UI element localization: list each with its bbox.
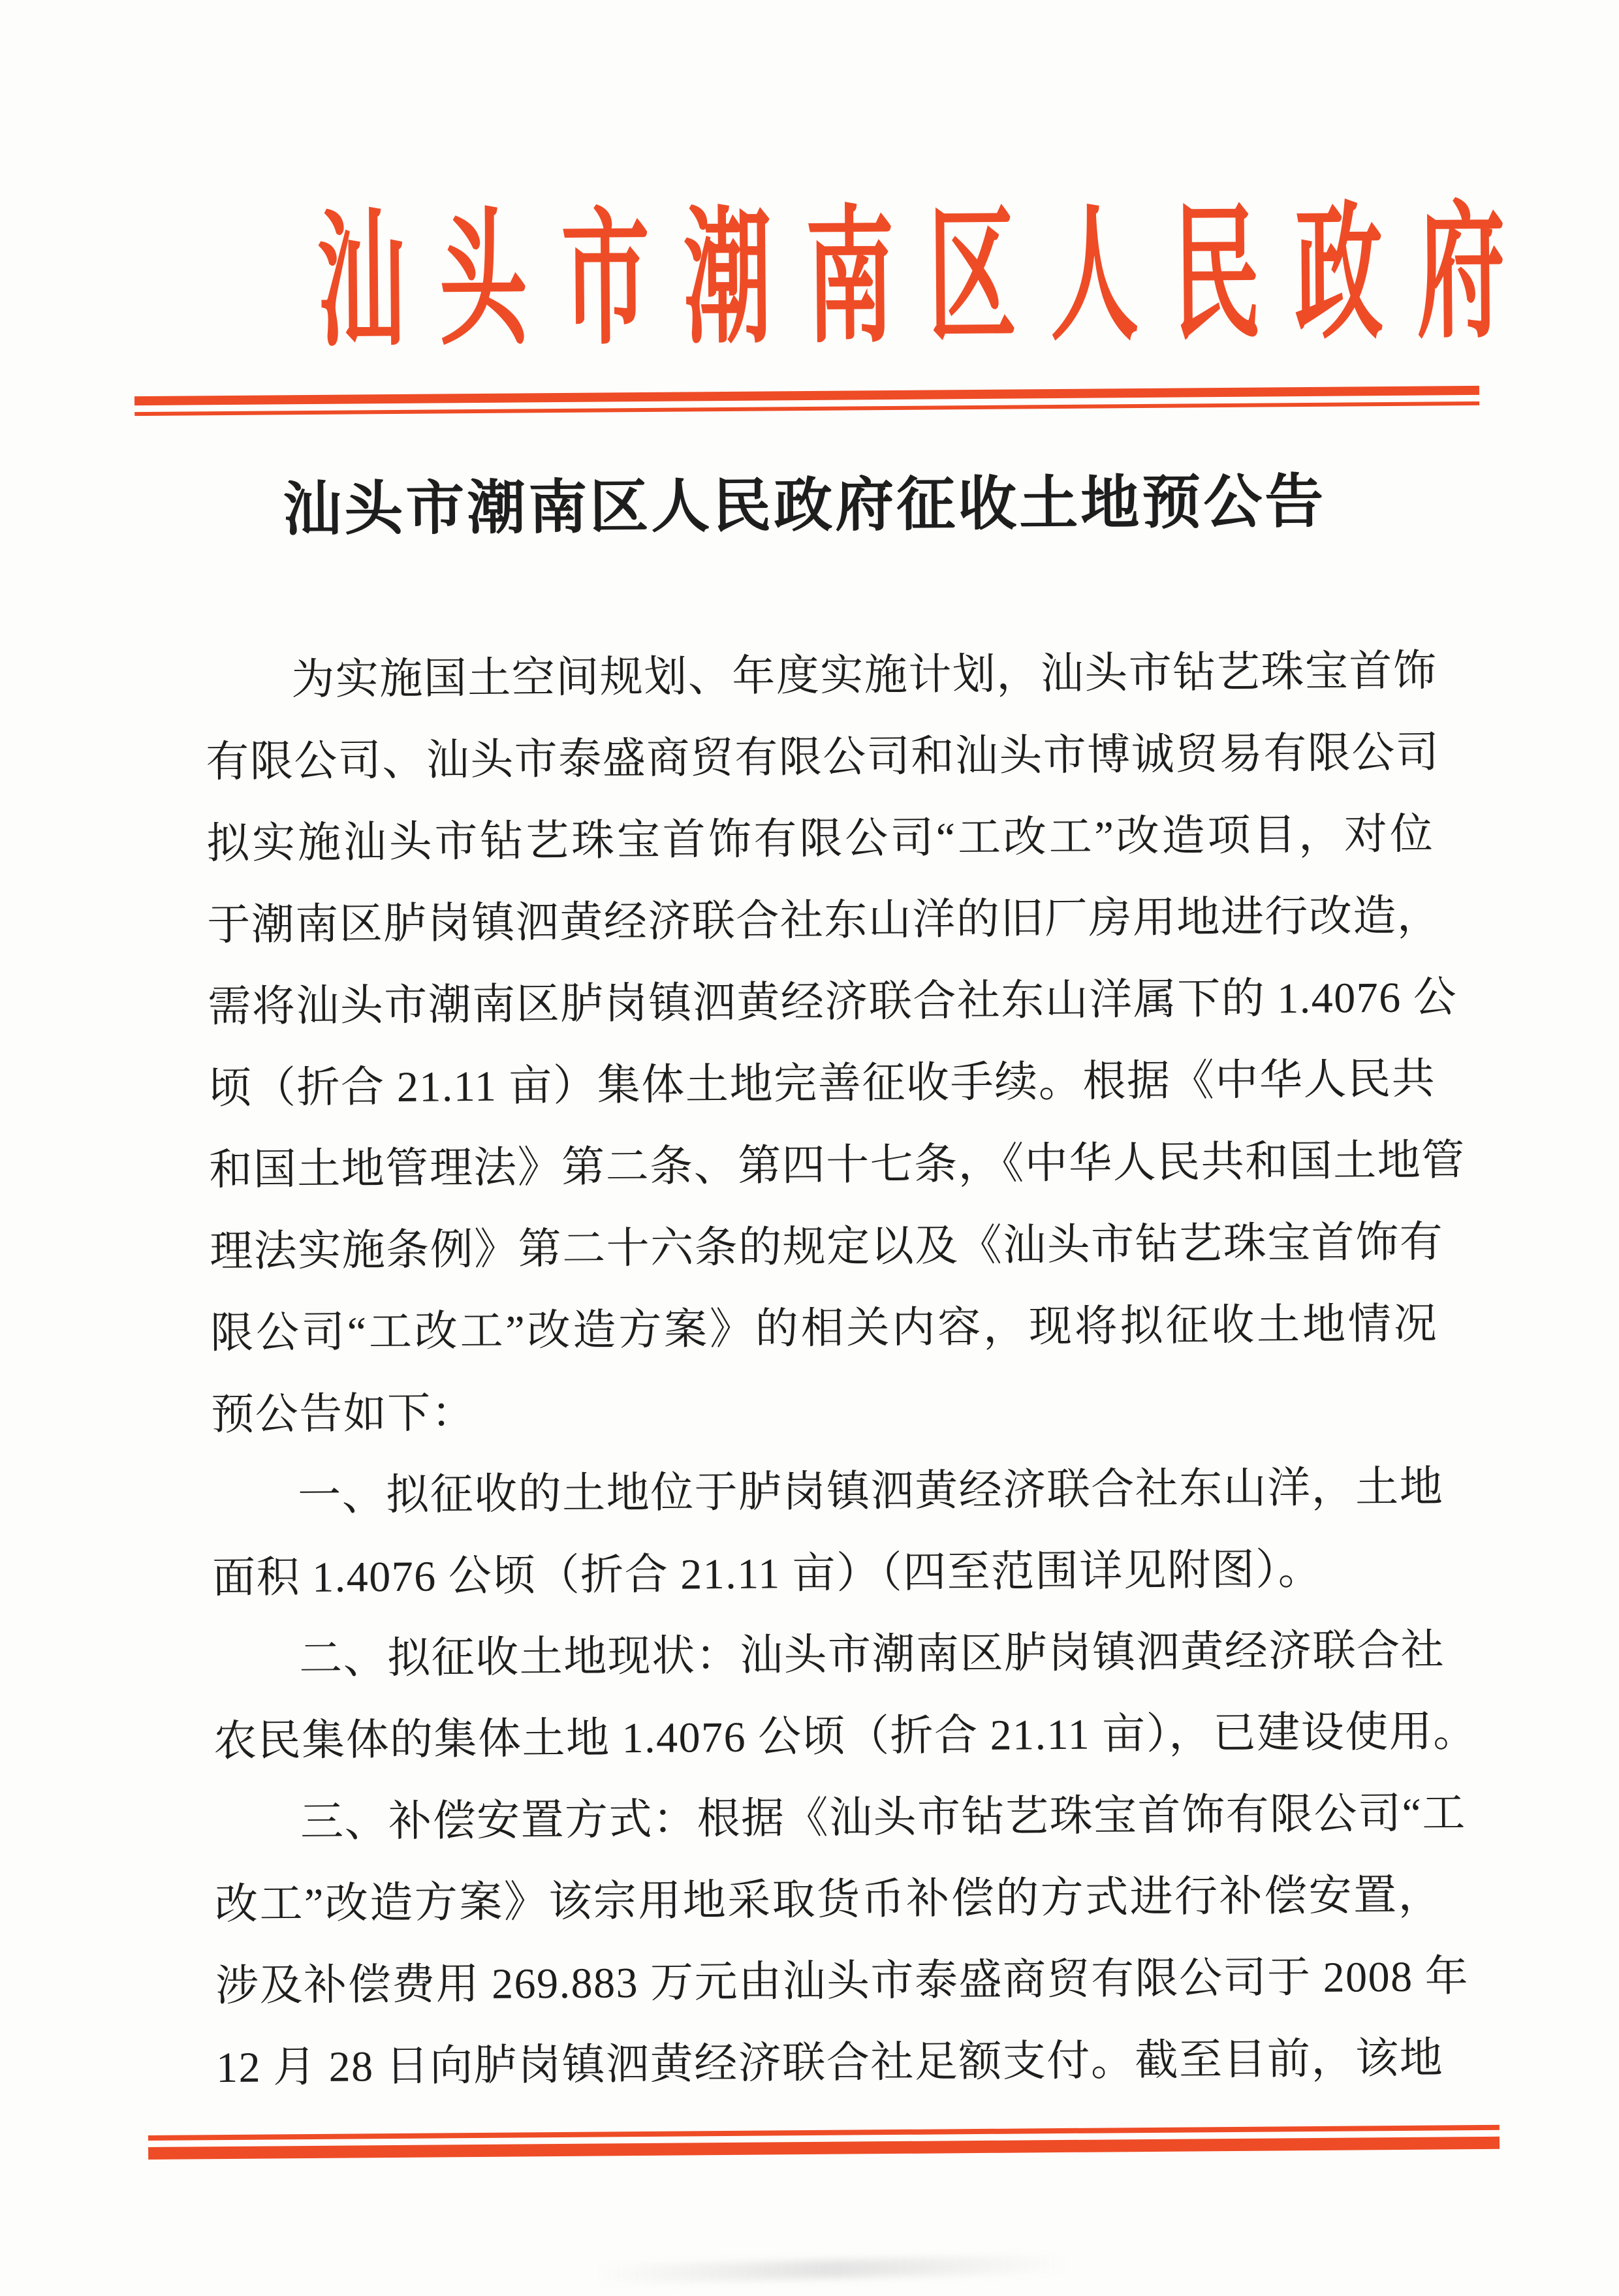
body-line: 三、补偿安置方式：根据《汕头市钻艺珠宝首饰有限公司“工 (300, 1789, 1467, 1847)
body-line: 二、拟征收土地现状：汕头市潮南区胪岗镇泗黄经济联合社 (298, 1626, 1445, 1684)
body-line: 需将汕头市潮南区胪岗镇泗黄经济联合社东山洋属下的 1.4076 公 (208, 973, 1458, 1031)
body-line: 农民集体的集体土地 1.4076 公顷（折合 21.11 亩），已建设使用。 (213, 1707, 1477, 1766)
body-line: 有限公司、汕头市泰盛商贸有限公司和汕头市博诚贸易有限公司 (206, 729, 1440, 787)
body-line: 一、拟征收的土地位于胪岗镇泗黄经济联合社东山洋，土地 (297, 1463, 1444, 1520)
body-line: 12 月 28 日向胪岗镇泗黄经济联合社足额支付。截至目前，该地 (215, 2034, 1444, 2092)
letterhead-agency-name: 汕头市潮南区人民政府 (316, 191, 1540, 364)
document-title: 汕头市潮南区人民政府征收土地预公告 (282, 469, 1327, 543)
body-line: 为实施国土空间规划、年度实施计划，汕头市钻艺珠宝首饰 (291, 647, 1438, 704)
body-line: 面积 1.4076 公顷（折合 21.11 亩）（四至范围详见附图）。 (212, 1545, 1323, 1603)
body-line: 理法实施条例》第二十六条的规定以及《汕头市钻艺珠宝首饰有 (209, 1218, 1444, 1276)
body-line: 改工”改造方案》该宗用地采取货币补偿的方式进行补偿安置， (214, 1871, 1443, 1929)
body-line: 和国土地管理法》第二条、第四十七条，《中华人民共和国土地管 (208, 1137, 1466, 1195)
body-line: 顷（折合 21.11 亩）集体土地完善征收手续。根据《中华人民共 (208, 1055, 1436, 1113)
scan-smudge-artifact (596, 2254, 1066, 2284)
footer-divider-thick-line (148, 2137, 1500, 2160)
body-line: 预公告如下： (210, 1389, 476, 1439)
body-line: 涉及补偿费用 269.883 万元由汕头市泰盛商贸有限公司于 2008 年 (215, 1953, 1470, 2011)
body-line: 拟实施汕头市钻艺珠宝首饰有限公司“工改工”改造项目，对位 (206, 810, 1434, 868)
document-body (205, 630, 1477, 2109)
body-line: 限公司“工改工”改造方案》的相关内容，现将拟征收土地情况 (210, 1300, 1438, 1358)
body-line: 于潮南区胪岗镇泗黄经济联合社东山洋的旧厂房用地进行改造， (207, 892, 1441, 950)
